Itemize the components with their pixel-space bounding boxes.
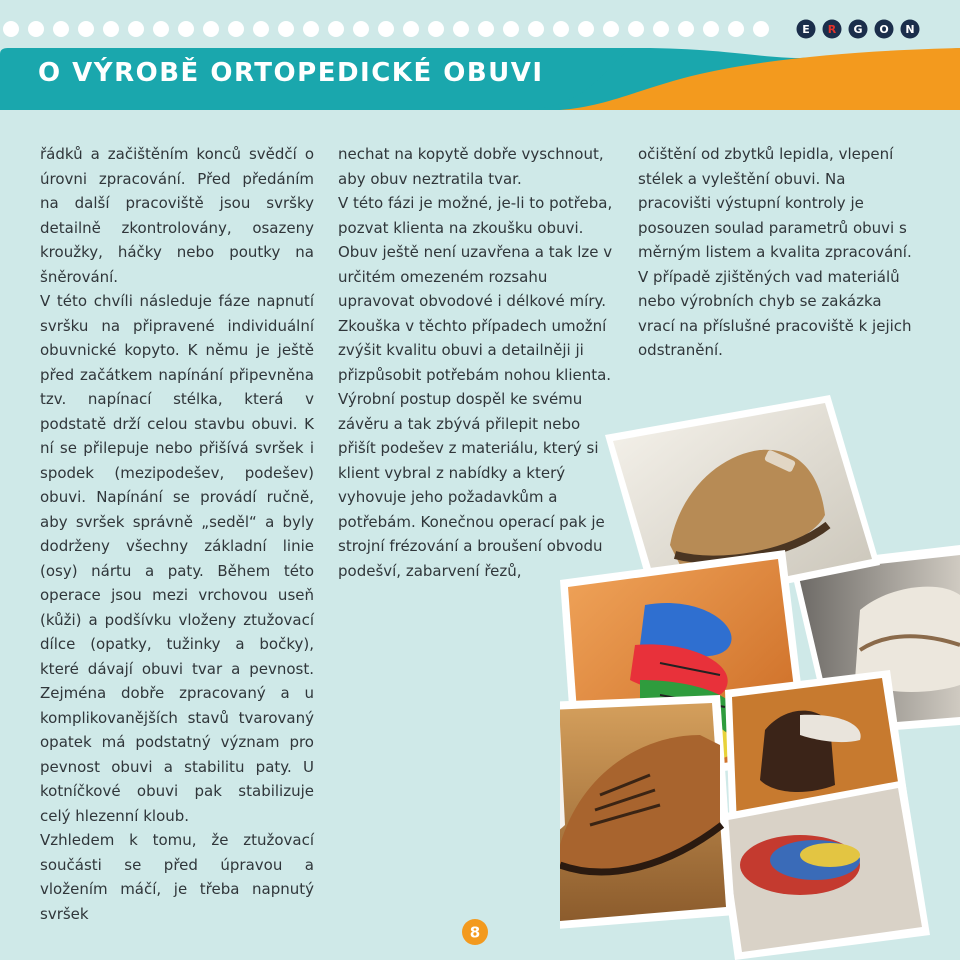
decorative-dot: [378, 21, 394, 37]
decorative-dot: [403, 21, 419, 37]
decorative-dot: [753, 21, 769, 37]
decorative-dot: [553, 21, 569, 37]
text-column-1: [40, 142, 314, 926]
decorative-dot: [228, 21, 244, 37]
decorative-dot: [303, 21, 319, 37]
decorative-dot: [603, 21, 619, 37]
decorative-dot: [478, 21, 494, 37]
decorative-dot: [428, 21, 444, 37]
paragraph: očištění od zbytků lepidla, vlepení stélek a vyleštění obuvi. Na pracovišti výstupní kontroly je posouzen soulad parametrů obuvi s měrným listem a kvalita zpracování. V případě zjištěných vad materiálů nebo výrobních chyb se zakázka vrací na příslušné pracoviště k jejich odstranění.: [638, 145, 912, 359]
decorative-dot: [153, 21, 169, 37]
paragraph: Vzhledem k tomu, že ztužovací součásti se před úpravou a vložením máčí, je třeba napnutý svršek: [40, 831, 314, 923]
decorative-dot: [103, 21, 119, 37]
paragraph: V této fázi je možné, je-li to potřeba, pozvat klienta na zkoušku obuvi. Obuv ještě není uzavřena a tak lze v určitém omezeném rozsahu upravovat obvodové i délkové míry. Zkouška v těchto případech umožní zvýšit kvalitu obuvi a detailněji ji přizpůsobit potřebám nohou klienta.: [338, 194, 613, 384]
photo-brown-shoe: [560, 695, 735, 935]
decorative-dot: [253, 21, 269, 37]
decorative-dot: [353, 21, 369, 37]
brand-letter-g: [848, 19, 868, 39]
page-number: 8: [469, 923, 481, 942]
paragraph: řádků a začištěním konců svědčí o úrovni zpracování. Před předáním na další pracoviště jsou svršky detailně zkontrolovány, osazeny kroužky, háčky nebo poutky na šněrování.: [40, 145, 314, 286]
decorative-dot: [678, 21, 694, 37]
decorative-dot-strip: [0, 0, 960, 40]
brand-letter-n: [900, 19, 920, 39]
brand-letter-e: [796, 19, 816, 39]
decorative-dot: [3, 21, 19, 37]
decorative-dot: [28, 21, 44, 37]
brand-letter-r-text: R: [827, 23, 837, 36]
decorative-dot: [53, 21, 69, 37]
paragraph: nechat na kopytě dobře vyschnout, aby obuv neztratila tvar.: [338, 145, 604, 188]
decorative-dot: [78, 21, 94, 37]
brand-letter-r: [822, 19, 842, 39]
paragraph: Výrobní postup dospěl ke svému závěru a tak zbývá přilepit nebo přišít podešev z materiálu, který si klient vybral z nabídky a který vyhovuje jeho požadavkům a potřebám. Konečnou operací pak je strojní frézování a broušení obvodu podešví, zabarvení řezů,: [338, 390, 605, 580]
decorative-dot: [128, 21, 144, 37]
decorative-dot: [578, 21, 594, 37]
decorative-dot: [328, 21, 344, 37]
decorative-dot: [278, 21, 294, 37]
decorative-dot: [178, 21, 194, 37]
decorative-dot: [728, 21, 744, 37]
page-number-badge: [455, 912, 495, 952]
shoe-photo-collage: [560, 395, 960, 960]
decorative-dot: [528, 21, 544, 37]
page-title: O VÝROBĚ ORTOPEDICKÉ OBUVI: [38, 58, 544, 88]
brand-letter-g-text: G: [853, 23, 863, 36]
decorative-dot: [628, 21, 644, 37]
decorative-dot: [203, 21, 219, 37]
decorative-dot: [453, 21, 469, 37]
brand-letter-o-text: O: [879, 23, 889, 36]
text-column-3: [638, 142, 916, 363]
decorative-dot: [653, 21, 669, 37]
decorative-dot: [503, 21, 519, 37]
decorative-dot: [703, 21, 719, 37]
brand-letter-o: [874, 19, 894, 39]
brand-letter-e-text: E: [802, 23, 810, 36]
paragraph: V této chvíli následuje fáze napnutí svršku na připravené individuální obuvnické kopyto. K němu je ještě před začátkem napínání připevněna tzv. napínací stélka, která v podstatě drží celou stavbu obuvi. K ní se přilepuje nebo přišívá svršek i spodek (mezipodešev, podešev) obuvi. Napínání se provádí ručně, aby svršek správně „seděl“ a byly dodrženy všechny základní linie (osy) nártu a paty. Během této operace jsou mezi vrchovou useň (kůži) a podšívku vloženy ztužovací dílce (opatky, tužinky a bočky), které dávají obuvi tvar a pevnost. Zejména dobře zpracovaný a u komplikovanějších stavů tvarovaný opatek má podstatný význam pro pevnost obuvi a stabilitu paty. U kotníčkové obuvi pak stabilizuje celý hlezenní kloub.: [40, 292, 314, 825]
brand-letter-n-text: N: [905, 23, 915, 36]
